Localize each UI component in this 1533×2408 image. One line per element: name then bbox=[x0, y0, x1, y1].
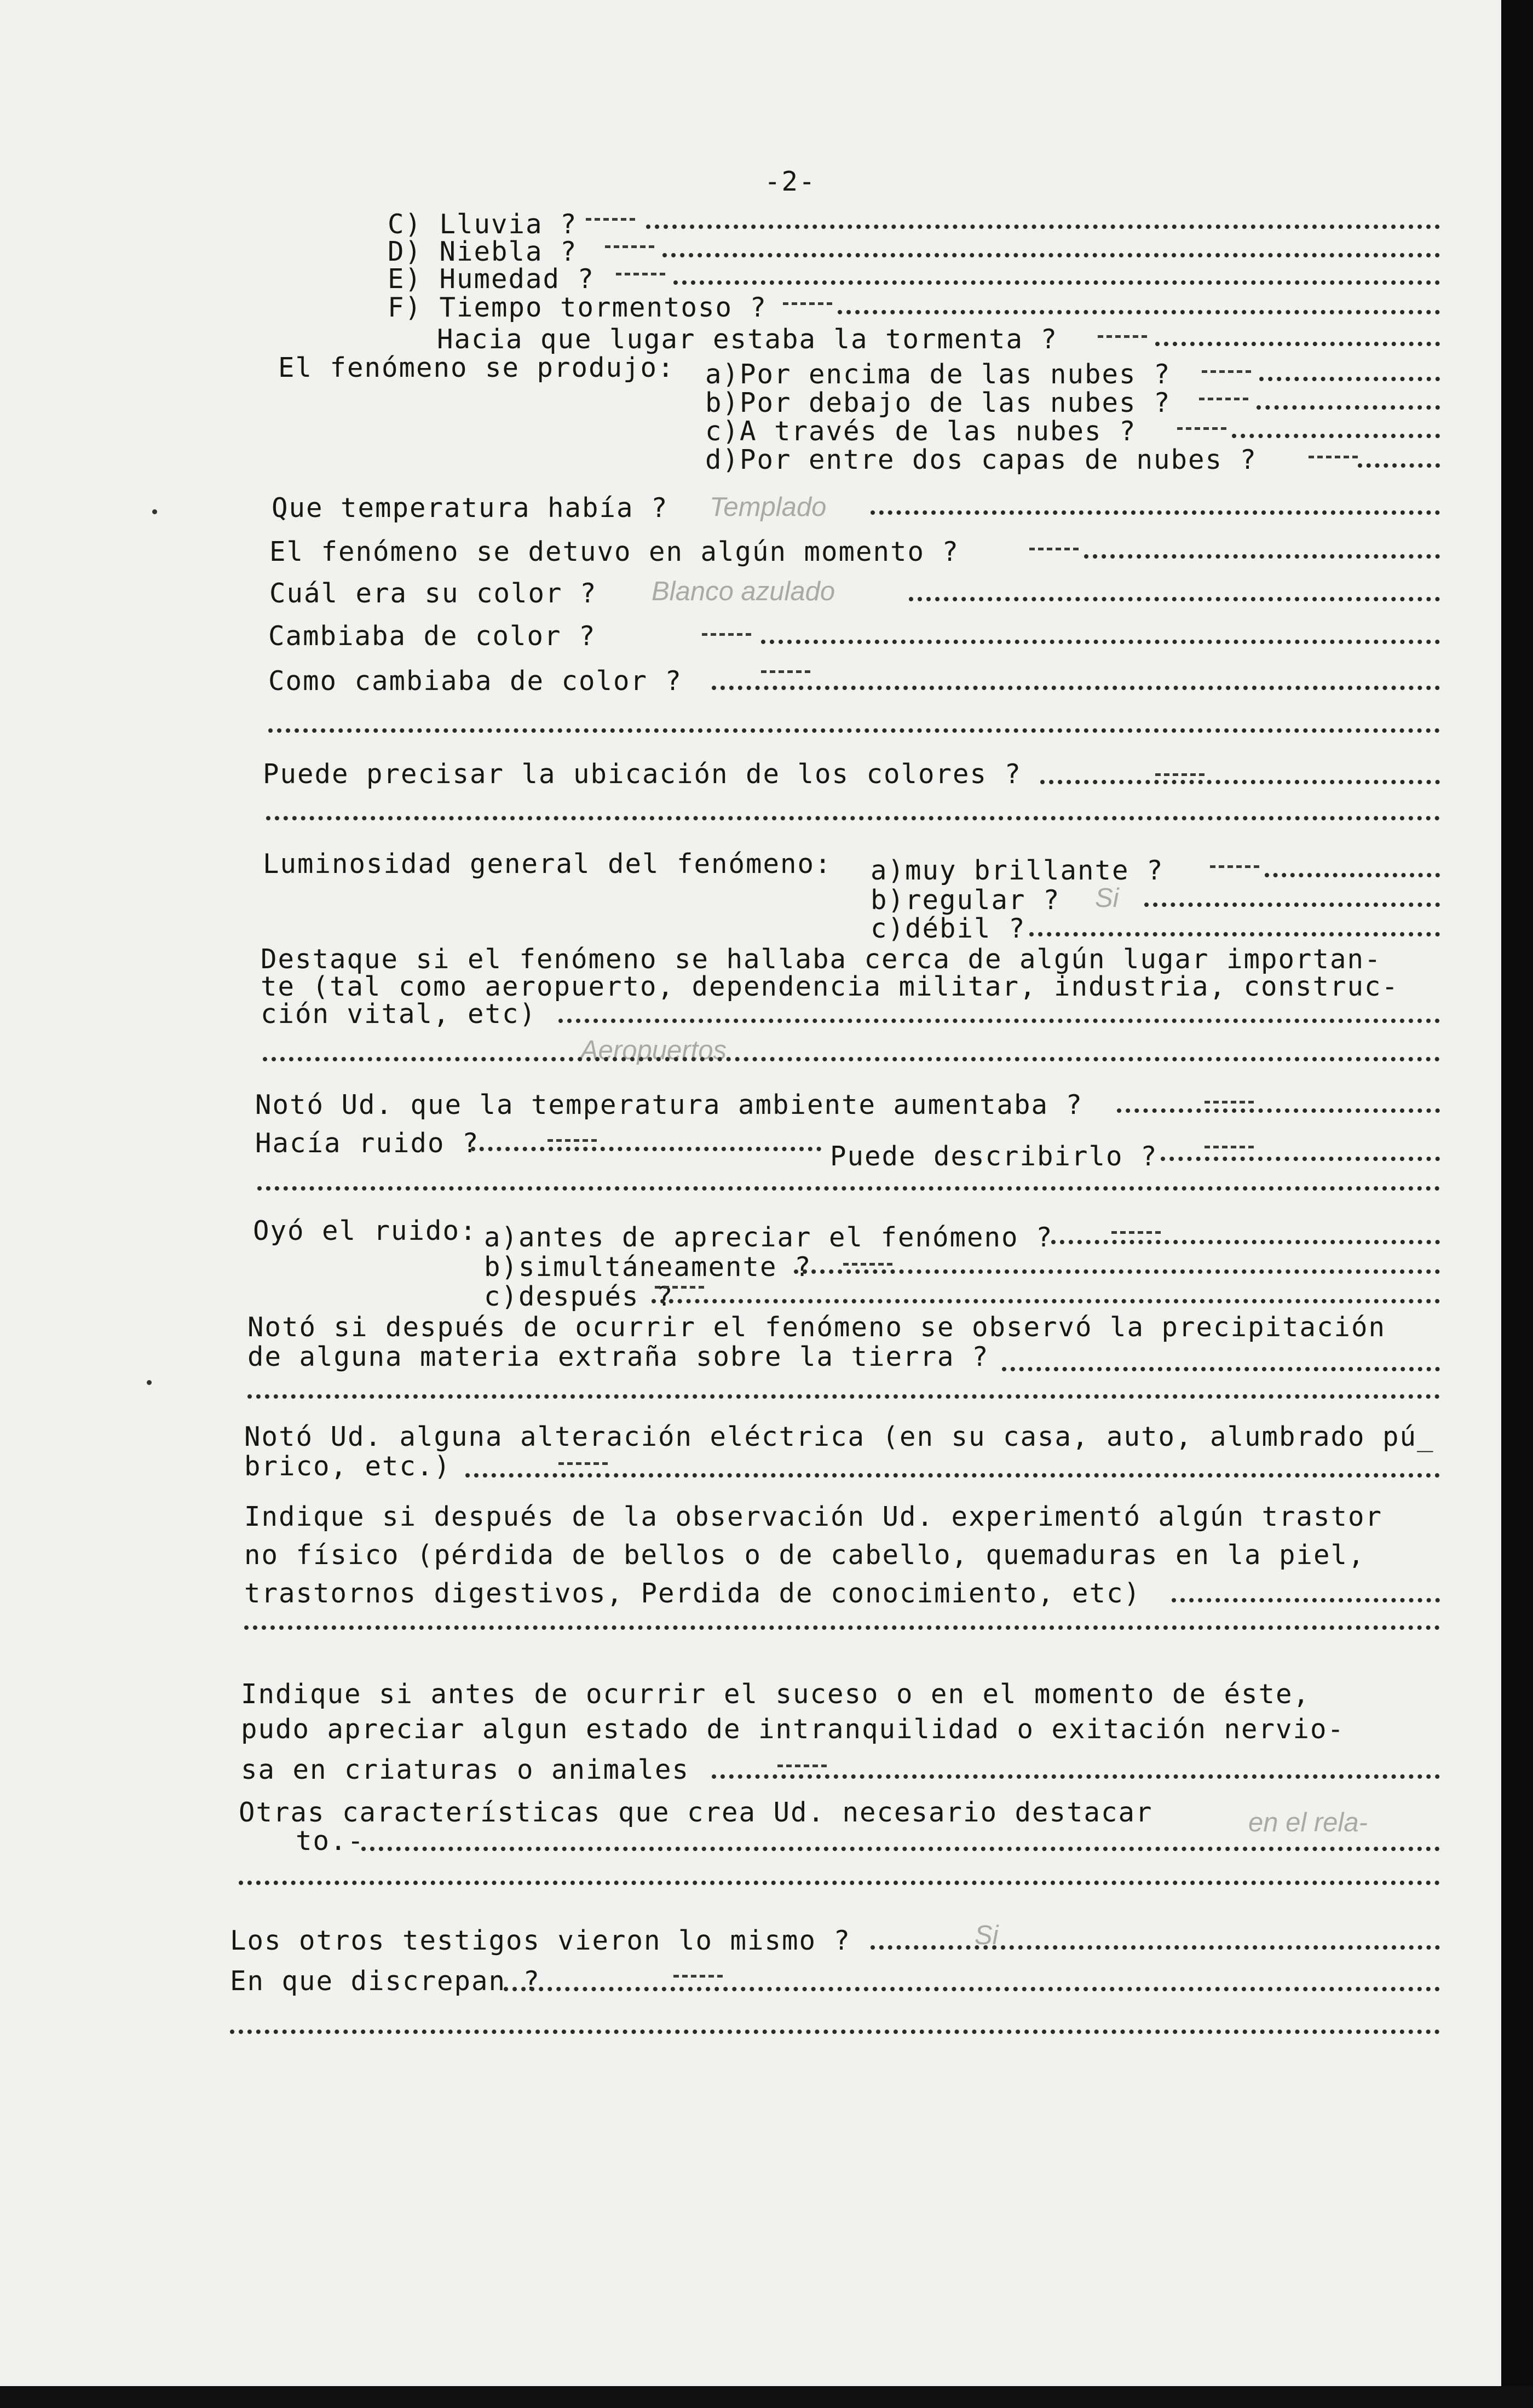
blank-answer-dash bbox=[1204, 1146, 1254, 1148]
punch-mark bbox=[152, 509, 157, 514]
answer-line bbox=[712, 686, 1440, 690]
page-number: -2- bbox=[764, 166, 816, 197]
question-intranquilidad-line1: Indique si antes de ocurrir el suceso o en el momento de éste, bbox=[241, 1679, 1311, 1710]
question-niebla: D) Niebla ? bbox=[388, 236, 578, 267]
answer-line bbox=[1144, 903, 1440, 907]
blank-answer-dash bbox=[1177, 427, 1226, 430]
question-electrica-line2: brico, etc.) bbox=[244, 1451, 452, 1482]
question-precipitacion-line2: de alguna materia extraña sobre la tierra ? bbox=[247, 1341, 989, 1372]
answer-line bbox=[230, 2030, 1440, 2034]
question-temperatura: Que temperatura había ? bbox=[272, 492, 668, 524]
question-destaque-line3: ción vital, etc) bbox=[261, 998, 537, 1030]
answer-line bbox=[1265, 873, 1440, 877]
answer-line bbox=[239, 1881, 1440, 1885]
question-tiempo-tormentoso: F) Tiempo tormentoso ? bbox=[388, 292, 768, 323]
blank-answer-dash bbox=[1199, 398, 1248, 400]
answer-line bbox=[247, 1394, 1440, 1399]
answer-line bbox=[471, 1147, 821, 1151]
blank-answer-dash bbox=[1309, 456, 1358, 458]
question-ubicacion: Puede precisar la ubicación de los colores ? bbox=[263, 758, 1022, 790]
option-por-encima: a)Por encima de las nubes ? bbox=[705, 359, 1171, 390]
answer-line bbox=[871, 1945, 1440, 1950]
answer-line bbox=[838, 310, 1440, 314]
answer-line bbox=[1051, 1240, 1440, 1244]
answer-lugar: Aeropuertos bbox=[580, 1036, 727, 1065]
blank-answer-dash bbox=[1202, 370, 1251, 373]
answer-line bbox=[652, 1299, 1440, 1303]
option-muy-brillante: a)muy brillante ? bbox=[871, 855, 1164, 886]
option-a-traves: c)A través de las nubes ? bbox=[705, 416, 1137, 447]
answer-line bbox=[712, 1774, 1440, 1779]
question-cambiaba: Cambiaba de color ? bbox=[268, 620, 596, 652]
option-antes: a)antes de apreciar el fenómeno ? bbox=[484, 1222, 1053, 1253]
question-trastorno-line1: Indique si después de la observación Ud. experimentó algún trastor bbox=[244, 1501, 1383, 1532]
answer-line bbox=[1358, 463, 1440, 468]
blank-answer-dash bbox=[655, 1286, 704, 1289]
answer-line bbox=[646, 225, 1440, 229]
answer-line bbox=[1029, 932, 1440, 936]
question-noto-temperatura: Notó Ud. que la temperatura ambiente aumentaba ? bbox=[255, 1089, 1084, 1120]
blank-answer-dash bbox=[783, 302, 832, 305]
option-debil: c)débil ? bbox=[871, 913, 1026, 944]
answer-color: Blanco azulado bbox=[652, 577, 835, 606]
blank-answer-dash bbox=[616, 273, 665, 275]
answer-line bbox=[263, 1057, 1440, 1061]
answer-line bbox=[662, 253, 1440, 257]
answer-regular: Si bbox=[1095, 883, 1119, 913]
answer-line bbox=[558, 1019, 1440, 1023]
answer-line bbox=[1155, 342, 1440, 346]
question-discrepan: En que discrepan ? bbox=[230, 1966, 541, 1997]
question-intranquilidad-line3: sa en criaturas o animales bbox=[241, 1754, 690, 1785]
blank-answer-dash bbox=[558, 1462, 608, 1465]
answer-line bbox=[1172, 1598, 1440, 1602]
blank-answer-dash bbox=[1204, 1101, 1254, 1104]
blank-answer-dash bbox=[673, 1975, 723, 1978]
question-destaque-line2: te (tal como aeropuerto, dependencia militar, industria, construc- bbox=[261, 971, 1399, 1002]
answer-line bbox=[465, 1473, 1440, 1478]
answer-line bbox=[1257, 405, 1440, 410]
answer-line bbox=[1084, 554, 1440, 559]
answer-line bbox=[1232, 434, 1440, 438]
question-humedad: E) Humedad ? bbox=[388, 263, 595, 295]
question-trastorno-line2: no físico (pérdida de bellos o de cabello, quemaduras en la piel, bbox=[244, 1539, 1365, 1571]
blank-answer-dash bbox=[1029, 548, 1079, 550]
blank-answer-dash bbox=[605, 245, 654, 248]
answer-line bbox=[673, 280, 1440, 285]
answer-line bbox=[266, 816, 1440, 820]
answer-line bbox=[257, 1186, 1440, 1191]
question-oyo-ruido: Oyó el ruido: bbox=[253, 1215, 477, 1246]
question-color: Cuál era su color ? bbox=[269, 578, 597, 609]
answer-line bbox=[761, 640, 1440, 644]
option-por-debajo: b)Por debajo de las nubes ? bbox=[705, 387, 1171, 418]
blank-answer-dash bbox=[1098, 335, 1147, 338]
question-intranquilidad-line2: pudo apreciar algun estado de intranquilidad o exitación nervio- bbox=[241, 1714, 1345, 1745]
blank-answer-dash bbox=[777, 1765, 827, 1767]
question-hacia-lugar: Hacia que lugar estaba la tormenta ? bbox=[437, 324, 1058, 355]
question-precipitacion-line1: Notó si después de ocurrir el fenómeno se observó la precipitación bbox=[247, 1312, 1386, 1343]
punch-mark bbox=[147, 1380, 152, 1385]
answer-temperatura: Templado bbox=[710, 492, 827, 522]
answer-line bbox=[1259, 377, 1440, 381]
question-luminosidad: Luminosidad general del fenómeno: bbox=[263, 848, 832, 880]
answer-line bbox=[1040, 780, 1440, 784]
blank-answer-dash bbox=[548, 1139, 597, 1142]
answer-line bbox=[909, 597, 1440, 601]
question-como-cambiaba: Como cambiaba de color ? bbox=[268, 665, 683, 697]
blank-answer-dash bbox=[1111, 1231, 1161, 1234]
question-otras-line2: to.- bbox=[296, 1825, 365, 1857]
answer-line bbox=[1002, 1367, 1440, 1371]
question-trastorno-line3: trastornos digestivos, Perdida de conocimiento, etc) bbox=[244, 1578, 1142, 1609]
option-entre-capas: d)Por entre dos capas de nubes ? bbox=[705, 444, 1258, 475]
blank-answer-dash bbox=[843, 1263, 892, 1266]
answer-line bbox=[244, 1625, 1440, 1630]
question-destaque-line1: Destaque si el fenómeno se hallaba cerca de algún lugar importan- bbox=[261, 944, 1382, 975]
answer-line bbox=[268, 728, 1440, 733]
scan-edge-right bbox=[1501, 0, 1533, 2408]
answer-line bbox=[794, 1269, 1440, 1274]
blank-answer-dash bbox=[1155, 773, 1204, 776]
answer-line bbox=[871, 510, 1440, 515]
scan-edge-bottom bbox=[0, 2386, 1533, 2408]
answer-line bbox=[1117, 1108, 1440, 1113]
question-electrica-line1: Notó Ud. alguna alteración eléctrica (en su casa, auto, alumbrado pú_ bbox=[244, 1421, 1434, 1452]
question-detuvo: El fenómeno se detuvo en algún momento ? bbox=[269, 536, 960, 567]
answer-line bbox=[361, 1847, 1440, 1851]
blank-answer-dash bbox=[586, 218, 635, 221]
option-regular: b)regular ? bbox=[871, 884, 1061, 916]
answer-relato: en el rela- bbox=[1248, 1808, 1368, 1837]
question-otras-line1: Otras características que crea Ud. necesario destacar bbox=[239, 1797, 1153, 1828]
option-despues: c)después ? bbox=[484, 1281, 674, 1312]
answer-line bbox=[504, 1987, 1440, 1991]
blank-answer-dash bbox=[761, 670, 810, 673]
question-lluvia: C) Lluvia ? bbox=[388, 209, 578, 240]
question-ruido: Hacía ruido ? bbox=[255, 1128, 480, 1159]
option-simultaneamente: b)simultáneamente ? bbox=[484, 1251, 812, 1283]
blank-answer-dash bbox=[702, 633, 751, 636]
blank-answer-dash bbox=[1210, 865, 1259, 868]
answer-testigos: Si bbox=[975, 1921, 999, 1950]
question-otros-testigos: Los otros testigos vieron lo mismo ? bbox=[230, 1925, 851, 1956]
question-fenomeno-produjo: El fenómeno se produjo: bbox=[278, 352, 675, 383]
answer-line bbox=[1161, 1157, 1440, 1161]
question-describirlo: Puede describirlo ? bbox=[830, 1141, 1158, 1172]
